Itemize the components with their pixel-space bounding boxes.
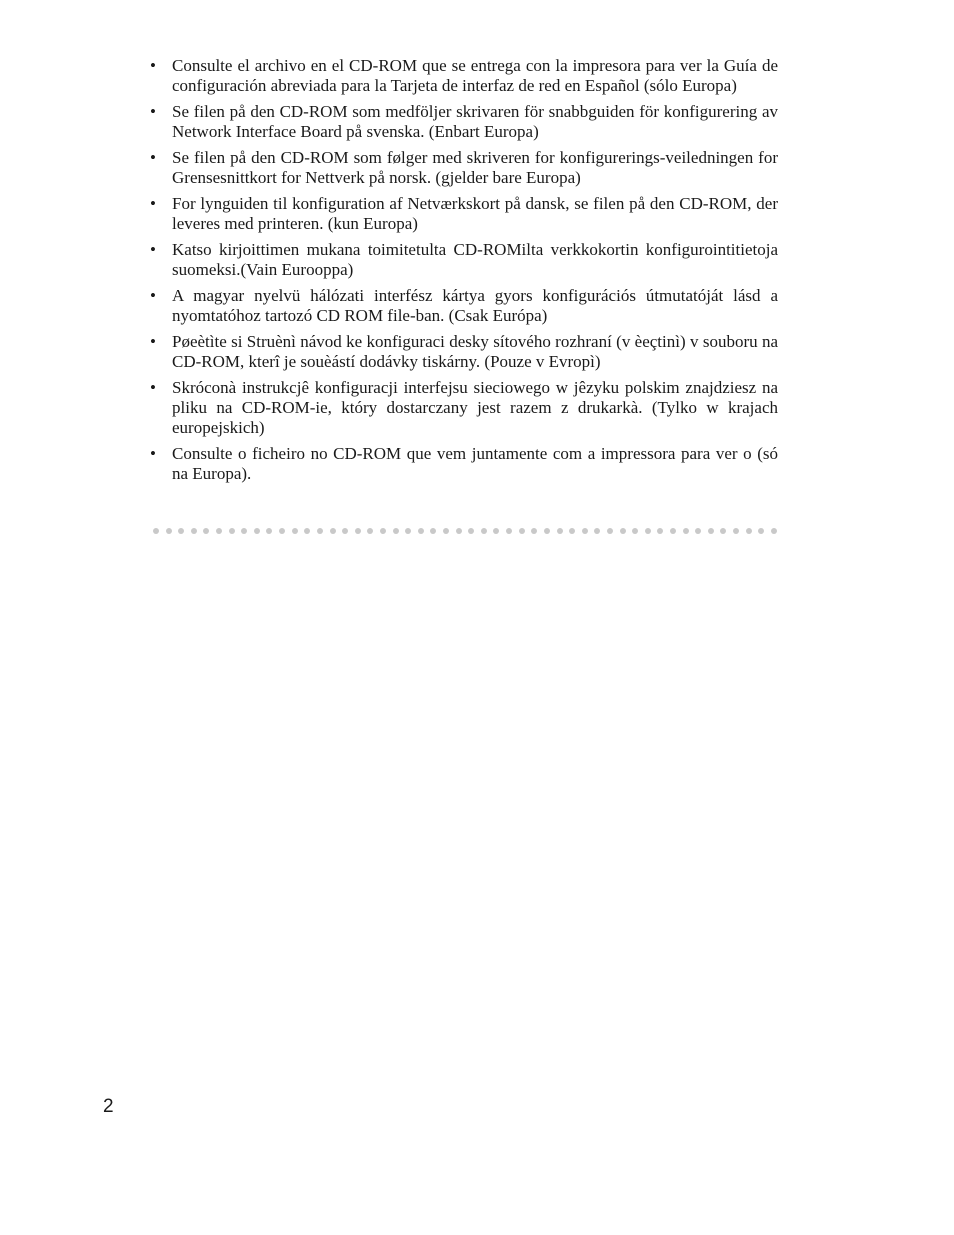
divider-dot [557,528,563,534]
divider-dot [279,528,285,534]
divider-dot [405,528,411,534]
bullet-glyph: • [150,56,156,75]
bullet-glyph: • [150,332,156,351]
list-item-text: Katso kirjoittimen mukana toimitetulta CD-ROMilta verkkokortin konfigurointitietoja suomeksi.(Vain Eurooppa) [172,240,778,279]
divider-dot [695,528,701,534]
divider-dot [166,528,172,534]
list-item-text: Skróconà instrukcjê konfiguracji interfejsu sieciowego w jêzyku polskim znajdziesz na pliku na CD-ROM-ie, który dostarczany jest razem z drukarkà. (Tylko w krajach europejskich) [172,378,778,437]
dotted-divider [153,527,777,535]
list-item-text: A magyar nyelvü hálózati interfész kártya gyors konfigurációs útmutatóját lásd a nyomtatóhoz tartozó CD ROM file-ban. (Csak Európa) [172,286,778,325]
bullet-glyph: • [150,378,156,397]
list-item [150,194,778,234]
divider-dot [519,528,525,534]
divider-dot [178,528,184,534]
divider-dot [304,528,310,534]
divider-dot [733,528,739,534]
language-bullet-list [150,56,778,490]
divider-dot [481,528,487,534]
divider-dot [582,528,588,534]
bullet-glyph: • [150,240,156,259]
list-item [150,286,778,326]
divider-dot [720,528,726,534]
list-item [150,148,778,188]
divider-dot [645,528,651,534]
divider-dot [594,528,600,534]
bullet-glyph: • [150,148,156,167]
divider-dot [607,528,613,534]
divider-dot [330,528,336,534]
divider-dot [443,528,449,534]
divider-dot [229,528,235,534]
divider-dot [506,528,512,534]
bullet-glyph: • [150,194,156,213]
divider-dot [191,528,197,534]
divider-dot [203,528,209,534]
bullet-glyph: • [150,102,156,121]
divider-dot [771,528,777,534]
page-number: 2 [103,1096,114,1117]
divider-dot [632,528,638,534]
divider-dot [292,528,298,534]
list-item-text: Se filen på den CD-ROM som følger med skriveren for konfigurerings-veiledningen for Grensesnittkort for Nettverk på norsk. (gjelder bare Europa) [172,148,778,187]
divider-dot [708,528,714,534]
divider-dot [393,528,399,534]
list-item-text: For lynguiden til konfiguration af Netværkskort på dansk, se filen på den CD-ROM, der leveres med printeren. (kun Europa) [172,194,778,233]
divider-dot [367,528,373,534]
divider-dot [746,528,752,534]
divider-dot [456,528,462,534]
list-item [150,56,778,96]
list-item [150,378,778,438]
divider-dot [758,528,764,534]
divider-dot [418,528,424,534]
divider-dot [657,528,663,534]
divider-dot [216,528,222,534]
divider-dot [430,528,436,534]
list-item [150,332,778,372]
divider-dot [468,528,474,534]
list-item [150,444,778,484]
divider-dot [544,528,550,534]
divider-dot [569,528,575,534]
divider-dot [493,528,499,534]
list-item-text: Pøeètìte si Struènì návod ke konfiguraci desky sítového rozhraní (v èeçtinì) v souboru na CD-ROM, kterî je souèástí dodávky tiskárny. (Pouze v Evropì) [172,332,778,371]
divider-dot [241,528,247,534]
divider-dot [683,528,689,534]
divider-dot [266,528,272,534]
divider-dot [620,528,626,534]
divider-dot [342,528,348,534]
list-item [150,240,778,280]
divider-dot [317,528,323,534]
divider-dot [531,528,537,534]
divider-dot [380,528,386,534]
bullet-glyph: • [150,444,156,463]
divider-dot [670,528,676,534]
list-item-text: Consulte o ficheiro no CD-ROM que vem juntamente com a impressora para ver o (só na Europa). [172,444,778,483]
divider-dot [153,528,159,534]
list-item [150,102,778,142]
divider-dot [254,528,260,534]
divider-dot [355,528,361,534]
bullet-glyph: • [150,286,156,305]
list-item-text: Consulte el archivo en el CD-ROM que se entrega con la impresora para ver la Guía de configuración abreviada para la Tarjeta de interfaz de red en Español (sólo Europa) [172,56,778,95]
list-item-text: Se filen på den CD-ROM som medföljer skrivaren för snabbguiden för konfigurering av Network Interface Board på svenska. (Enbart Europa) [172,102,778,141]
